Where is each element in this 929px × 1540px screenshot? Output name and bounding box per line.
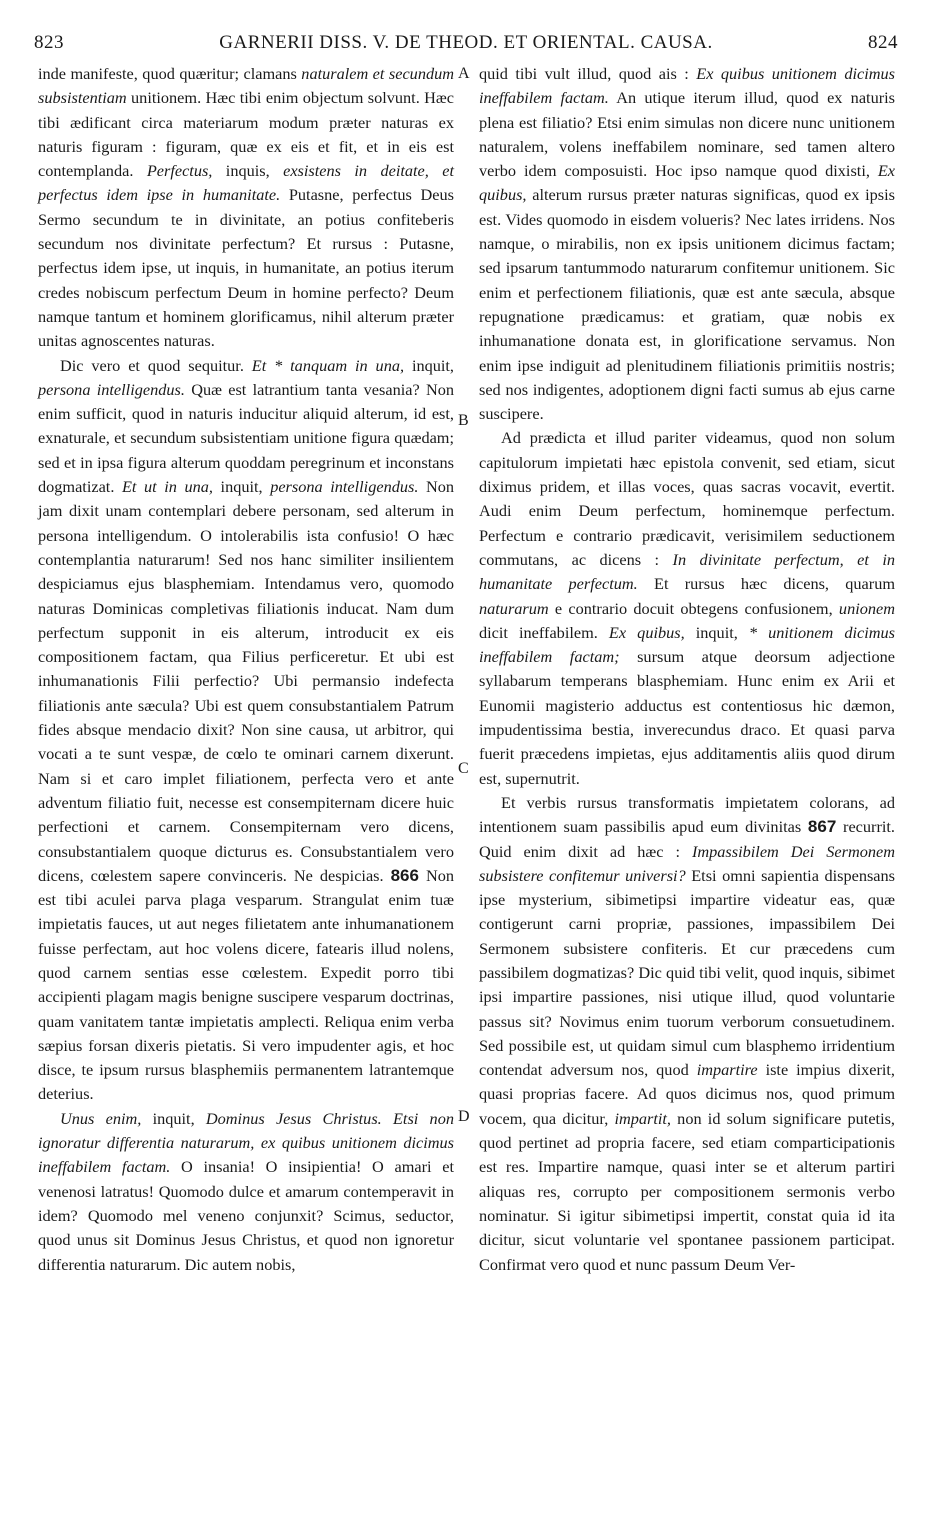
right-column	[479, 62, 895, 1277]
paragraph: Dic vero et quod sequitur. Et * tanquam in una, inquit, persona intelligendus. Quæ est latrantium tanta vesania? Non enim sufficit, quod in naturis inducitur aliquid alterum, id est, exnaturale, et secundum subsistentiam unitione figura quædam; sed et in ipsa figura alterum quoddam peregrinum et inconstans dogmatizat. Et ut in una, inquit, persona intelligendus. Non jam dixit unam contemplari debere personam, sed alterum in persona intelligendum. O intolerabilis ista confusio! O hæc contemplantia naturarum! Sed nos hanc similiter insilientem despiciamus ejus blasphemiam. Intendamus vero, quomodo naturas Dominicas completivas filiationis inducat. Nam dum perfectum supponit in eis alterum, introducit ex eis compositionem factam, qua Filius perficeretur. Et ubi est inhumanationis Filii perfectio? Ubi permansio indefecta filiationis ante sæcula? Ubi est quem consubstantialem Patrum fides absque mendacio dixit? Non sine causa, ut arbitror, qui vocati a te sunt vespæ, de cœlo te ominari carnem dixerunt. Nam si et caro implet filiationem, perfecta vero et ante adventum filiatio fuit, necesse est consempiternam dicere huic perfectioni et carnem. Consempiternam vero dicens, consubstantialem quoque dicturus es. Consubstantialem vero dicens, cœlestem sapere convinceris. Ne despicias. 866 Non est tibi aculei parva plaga vesparum. Strangulat enim tuæ impietatis fauces, ut aut neges filietatem ante inhumanationem fuisse perfectam, aut hoc volens dicere, fatearis illud nolens, quod carnem sentias esse cœlestem. Expedit porro tibi accipienti plagam magis benigne suscipere vesparum doctrinas, quam vanitatem tantæ impietatis amplecti. Reliqua enim verba sæpius forsan dixeris pietatis. Si vero impudenter agis, et hoc disce, te ipsum rursus blasphemiis permanentem latrantemque deterius.	[38, 355, 455, 1104]
column-marker-a: A	[458, 65, 470, 82]
paragraph: quid tibi vult illud, quod ais : Ex quibus unitionem dicimus ineffabilem factam. An utique iterum illud, quod ex naturis plena est filiatio? Etsi enim simulas non dicere nunc unitionem naturalem, volens ineffabilem nominare, sed tamen altero verbo idem composuisti. Hoc ipso namque quod dixisti, Ex quibus, alterum rursus præter naturas significas, quod ex ipsis est. Vides quomodo in eisdem volueris? Nec lates irridens. Nos namque, o mirabilis, non ex ipsis unitionem dicimus factam; sed ipsarum tantummodo naturarum confitemur unitionem. Sic enim et perfectionem filiationis, quæ est ante sæcula, absque repugnatione prædicamus: et gratiam, quæ nobis ex inhumanatione donata est, in glorificatione servamus. Non enim ipse indiguit ad plenitudinem filiationis primitiis nostris; sed nos indigentes, adoptionem digni facti sumus ab ejus carne suscipere.	[479, 64, 895, 424]
margin-page-number: 867	[807, 817, 837, 837]
column-marker-b: B	[458, 412, 469, 429]
page-number-right: 824	[868, 32, 898, 53]
margin-page-number: 866	[390, 865, 419, 885]
running-title: GARNERII DISS. V. DE THEOD. ET ORIENTAL. CAUSA.	[219, 32, 713, 53]
left-column	[38, 62, 454, 1277]
paragraph: inde manifeste, quod quæritur; clamans naturalem et secundum subsistentiam unitionem. Hæc tibi enim objectum solvunt. Hæc tibi ædificant circa materiarum modum præter naturas ex naturis figuram : figuram, quæ ex eis et fit, et in eis est contemplanda. Perfectus, inquis, exsistens in deitate, et perfectus idem ipse in humanitate. Putasne, perfectus Deus Sermo secundum te in divinitate, an potius confiteberis secundum nos divinitate perfectum? Et rursus : Putasne, perfectus idem ipse, ut inquis, in humanitate, an potius iterum credes nobiscum perfectum Deum in homine perfecto? Deum namque tantum et hominem glorificamus, nihil alterum præter unitas agnoscentes naturas.	[38, 64, 455, 351]
page-number-left: 823	[34, 32, 64, 53]
paragraph: Unus enim, inquit, Dominus Jesus Christus. Etsi non ignoratur differentia naturarum, ex quibus unitionem dicimus ineffabilem factam. O insania! O insipientia! O amari et venenosi latratus! Quomodo dulce et amarum contemperavit in idem? Quomodo mel veneno conjunxit? Scimus, seductor, quod unus sit Dominus Jesus Christus, et quod non ignoretur differentia naturarum. Dic autem nobis,	[38, 1108, 455, 1274]
column-marker-d: D	[458, 1108, 470, 1125]
column-marker-c: C	[458, 760, 469, 777]
paragraph: Et verbis rursus transformatis impietatem colorans, ad intentionem suam passibilis apud eum divinitas 867 recurrit. Quid enim dixit ad hæc : Impassibilem Dei Sermonem subsistere confitemur universi? Etsi omni sapientia dispensans ipse mysterium, sibimetipsi impartire videatur eas, quæ contigerunt carni propriæ, passiones, impassibilem Dei Sermonem subsistere confiteris. Et cur præcedens cum passibilem dogmatizas? Dic quid tibi velit, quod inquis, sibimet ipsi impartire passiones, nisi utique illud, quod voluntarie passus sit? Novimus enim tuorum verborum consuetudinem. Sed possibile est, ut quidam simul cum blasphemo irridentium contendat adversum nos, quod impartire iste impius dixerit, quasi proprias facere. Ad quos dicimus nos, quod primum vocem, qua dicitur, impartit, non id solum significare putetis, quod pertinet ad propria facere, sed etiam comparticipationis est res. Impartire namque, quasi inter se et alterum partiri aliquas res, corrupto per compositionem sermonis verbo nominatur. Si igitur sibimetipsi impertit, constat quia id ita dicitur, sicut voluntarie vel spontanee passionem participat. Confirmat vero quod et nunc passum Deum Ver-	[479, 792, 896, 1274]
running-header	[34, 32, 898, 58]
paragraph: Ad prædicta et illud pariter videamus, quod non solum capitulorum impietati hæc epistola convenit, sed etiam, sicut diximus pridem, et illas voces, quas sacras vocavit, evertit. Audi enim Deum perfectum, hominemque perfectum. Perfectum e contrario prædicavit, verisimilem seductionem commutans, ac dicens : In divinitate perfectum, et in humanitate perfectum. Et rursus hæc dicens, quarum naturarum e contrario docuit obtegens confusionem, unionem dicit ineffabilem. Ex quibus, inquit, * unitionem dicimus ineffabilem factam; sursum atque deorsum adjectione syllabarum temperans blasphemiam. Hunc enim ex Arii et Eunomii magisterio adductus est contentiosus hic dæmon, impudentissima bestia, inverecundus draco. Et quasi parva fuerit præcedens impietas, ejus additamentis aliis quod dirum est, supernutrit.	[479, 428, 896, 788]
